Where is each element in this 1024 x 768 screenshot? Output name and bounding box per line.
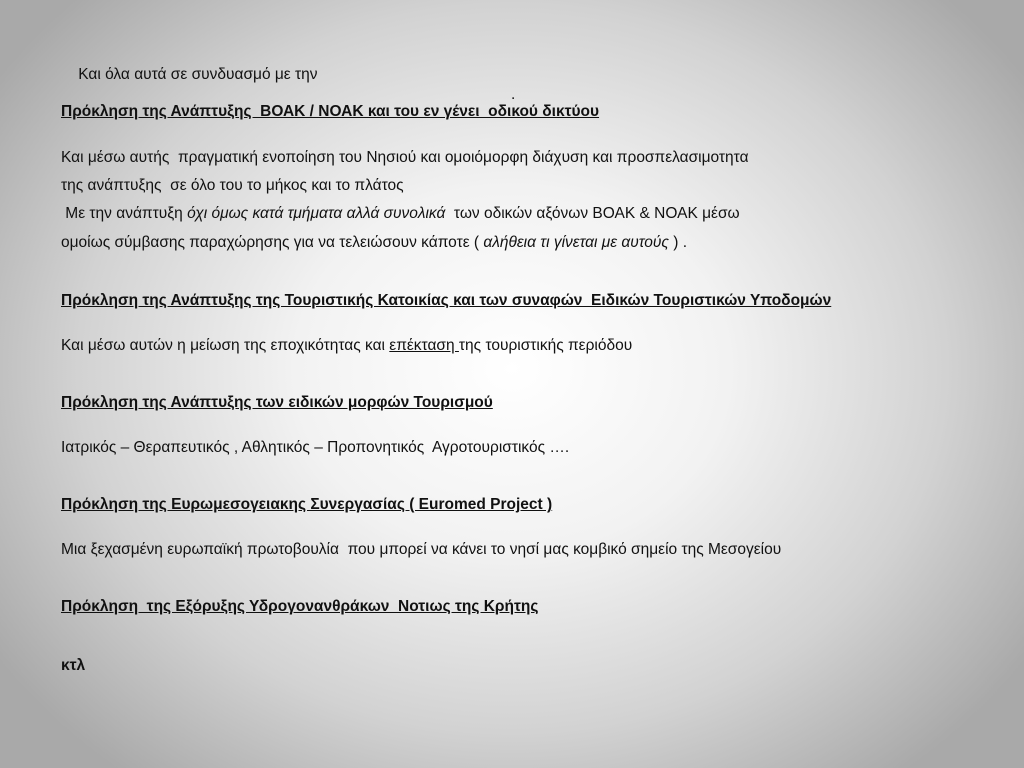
heading-hydrocarbons: Πρόκληση της Εξόρυξης Υδρογονανθράκων Νοτιως της Κρήτης <box>61 598 539 615</box>
road-network-line-1: Και μέσω αυτής πραγματική ενοποίηση του Νησιού και ομοιόμορφη διάχυση και προσπελασιμοτητα <box>61 149 749 166</box>
tourist-housing-line-1 <box>61 336 632 356</box>
heading-special-tourism: Πρόκληση της Ανάπτυξης των ειδικών μορφών Τουρισμού <box>61 394 493 411</box>
road-network-line-3-italic: όχι όμως κατά τμήματα αλλά συνολικά <box>187 205 446 222</box>
road-network-line-4-italic: αλήθεια τι γίνεται με αυτούς <box>483 234 669 251</box>
heading-road-network: Πρόκληση της Ανάπτυξης ΒΟΑΚ / ΝΟΑΚ και του εν γένει οδικού δικτύου <box>61 103 600 120</box>
road-network-line-2: της ανάπτυξης σε όλο του το μήκος και το πλάτος <box>61 177 404 194</box>
road-network-line-4-a: ομοίως σύμβασης παραχώρησης για να τελειώσουν κάποτε ( <box>61 234 484 251</box>
road-network-line-4 <box>61 233 687 253</box>
road-network-line-4-c: ) . <box>668 234 688 251</box>
intro-dot: . <box>511 86 516 103</box>
road-network-line-3-c: των οδικών αξόνων ΒΟΑΚ & ΝΟΑΚ μέσω <box>445 205 740 222</box>
euromed-line-1: Μια ξεχασμένη ευρωπαϊκή πρωτοβουλία που μπορεί να κάνει το νησί μας κομβικό σημείο της Μεσογείου <box>61 541 782 558</box>
road-network-line-3-a: Με την ανάπτυξη <box>61 205 188 222</box>
intro-text: Και όλα αυτά σε συνδυασμό με την <box>78 66 318 83</box>
tourist-housing-underlined-word: επέκταση <box>389 337 459 354</box>
heading-euromed: Πρόκληση της Ευρωμεσογειακης Συνεργασίας ( Euromed Project ) <box>61 496 553 513</box>
closing-etc: κτλ <box>61 657 86 674</box>
special-tourism-line-1: Ιατρικός – Θεραπευτικός , Αθλητικός – Προπονητικός Αγροτουριστικός …. <box>61 439 570 456</box>
tourist-housing-line-1-c: της τουριστικής περιόδου <box>458 337 633 354</box>
tourist-housing-line-1-a: Και μέσω αυτών η μείωση της εποχικότητας και <box>61 337 390 354</box>
heading-tourist-housing: Πρόκληση της Ανάπτυξης της Τουριστικής Κατοικίας και των συναφών Ειδικών Τουριστικών Υποδομών <box>61 292 832 309</box>
road-network-line-3 <box>61 204 740 224</box>
